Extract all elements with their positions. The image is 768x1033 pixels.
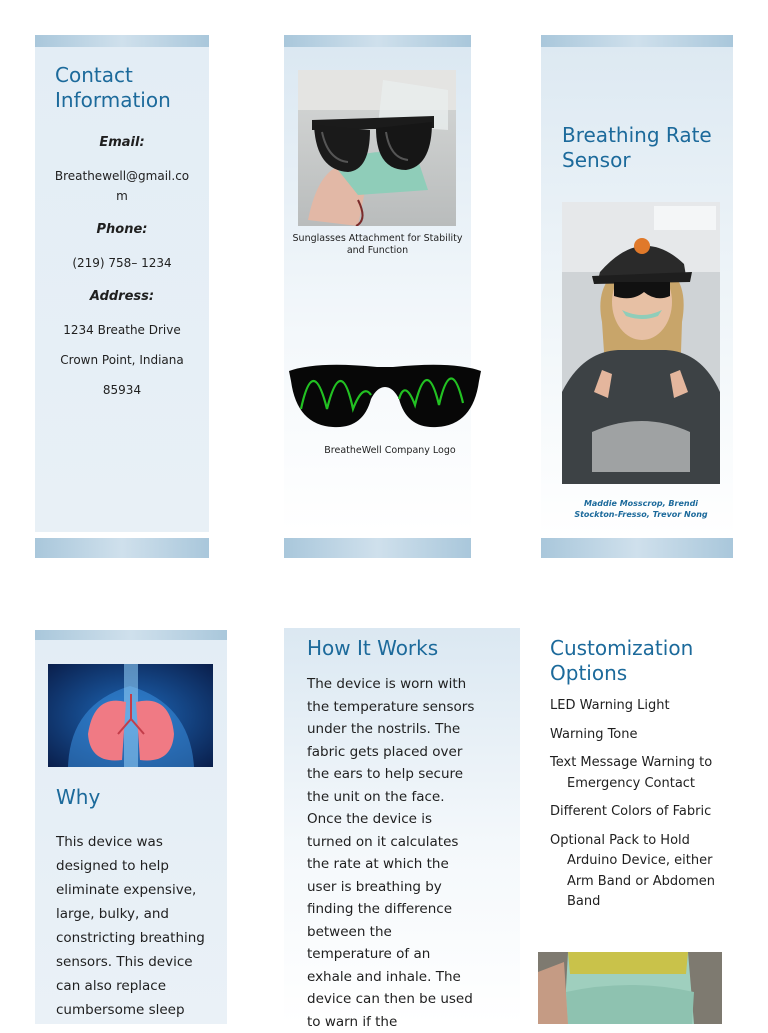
credits-text: Maddie Mosscrop, Brendi Stockton-Fresso, Trevor Nong [574,499,708,519]
contact-panel [35,47,209,532]
address-line1: 1234 Breathe Drive [63,323,181,337]
why-body: This device was designed to help eliminate expensive, large, bulky, and constricting breathing sensors. This device can also replace cumbersome sleep [56,834,205,1018]
list-item: Text Message Warning to Emergency Contact [550,755,713,791]
email-label: Email: [99,135,145,150]
lungs-photo [48,664,213,767]
list-item: Different Colors of Fabric [550,804,712,819]
why-panel [35,640,227,1024]
sunglasses-photo [298,70,456,226]
how-panel [284,628,520,1030]
address-line2: Crown Point, Indiana [60,353,184,367]
how-body: The device is worn with the temperature sensors under the nostrils. The fabric gets placed over the ears to help secure the unit on the face. Once the device is turned on it calculates the rate at which the user is breathing by finding the difference between the temperature of an exhale and inhale. The device can then be used to warn if the [307,676,475,1030]
email-value[interactable]: Breathewell@gmail.co m [54,169,190,203]
list-item: Warning Tone [550,726,638,742]
customization-panel [541,628,741,1024]
phone-label: Phone: [96,222,148,237]
address-line3: 85934 [102,383,142,397]
sensor-panel [541,47,733,537]
sunglasses-logo-icon [287,359,483,433]
contact-title: Contact Information [55,63,171,112]
panel-bottom-bar [35,538,209,558]
contact-details [35,135,209,416]
list-item: Optional Pack to Hold Arduino Device, either Arm Band or Abdomen Band [550,832,715,909]
customization-title: Customization Options [550,636,694,685]
phone-value[interactable]: (219) 758– 1234 [72,256,172,270]
how-title: How It Works [307,636,439,660]
panel-bottom-bar [541,538,733,558]
person-photo [562,202,720,484]
customization-list [550,696,730,921]
product-panel [284,47,471,532]
sunglasses-photo-caption: Sunglasses Attachment for Stability and Function [292,233,463,256]
logo-caption: BreatheWell Company Logo [324,445,456,456]
address-label: Address: [89,289,155,304]
sensor-title: Breathing Rate Sensor [562,123,712,172]
shirt-photo [538,952,722,1024]
list-item: LED Warning Light [550,698,670,713]
why-title: Why [56,785,101,809]
panel-bottom-bar [284,538,471,558]
